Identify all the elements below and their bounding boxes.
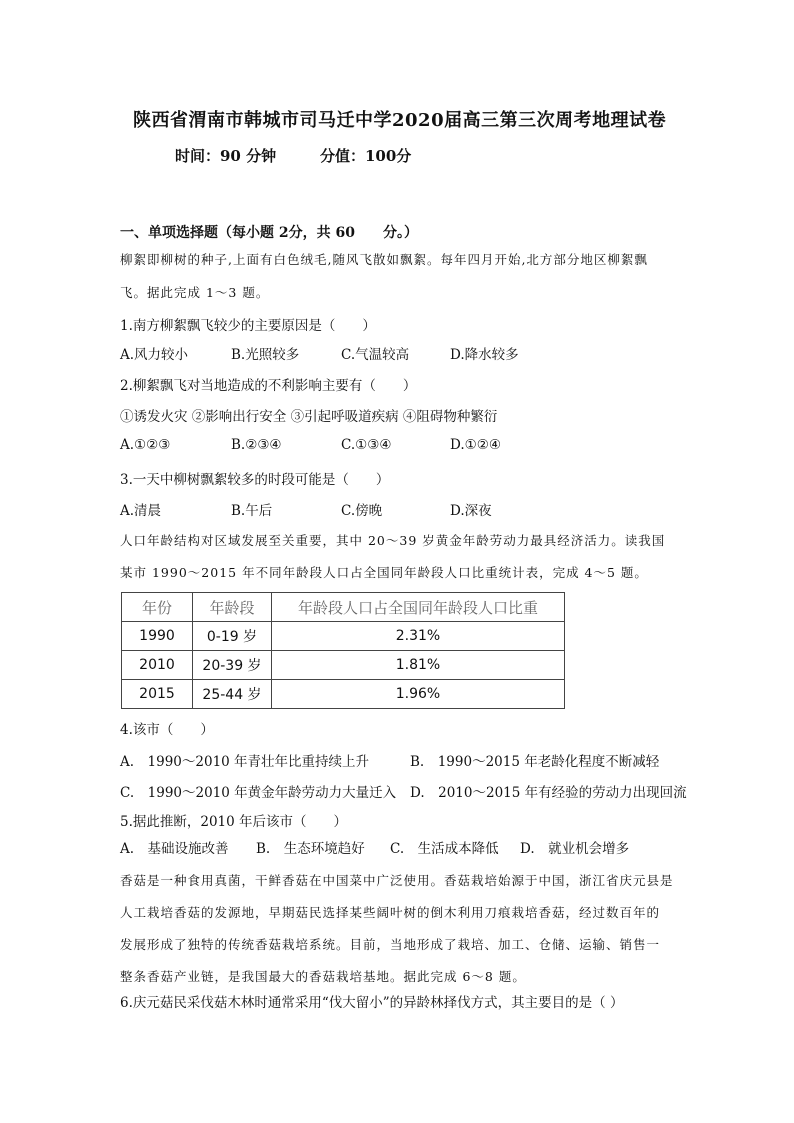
table-header-age-group: 年龄段: [193, 593, 272, 622]
table-row: [122, 680, 565, 709]
population-table: [121, 592, 565, 709]
table-cell-age-group: 25-44 岁: [193, 680, 272, 709]
table-row: [122, 622, 565, 651]
question-4-option-d[interactable]: D. 2010～2015 年有经验的劳动力出现回流: [410, 785, 687, 801]
exam-title: 陕西省渭南市韩城市司马迁中学2020届高三第三次周考地理试卷: [133, 110, 667, 131]
question-5-stem: 5.据此推断，2010 年后该市（ ）: [120, 814, 348, 830]
question-1-option-c[interactable]: C.气温较高: [341, 347, 410, 363]
table-cell-share: 1.96%: [272, 680, 565, 709]
table-cell-year: 2015: [122, 680, 193, 709]
question-3-option-d[interactable]: D.深夜: [450, 503, 492, 519]
passage-1-line-1: 柳絮即柳树的种子,上面有白色绒毛,随风飞散如飘絮。每年四月开始,北方部分地区柳絮飘: [120, 252, 648, 267]
passage-3-line-1: 香菇是一种食用真菌，干鲜香菇在中国菜中广泛使用。香菇栽培始源于中国，浙江省庆元县是: [120, 873, 674, 888]
table-cell-share: 2.31%: [272, 622, 565, 651]
passage-3-line-2: 人工栽培香菇的发源地，早期菇民选择某些阔叶树的倒木利用刀痕栽培香菇，经过数百年的: [120, 905, 661, 920]
question-2-option-c[interactable]: C.①③④: [341, 437, 392, 453]
question-6-stem: 6.庆元菇民采伐菇木林时通常采用“伐大留小”的异龄林择伐方式，其主要目的是（ ）: [120, 995, 624, 1011]
question-3-option-c[interactable]: C.傍晚: [341, 503, 383, 519]
question-2-option-b[interactable]: B.②③④: [231, 437, 282, 453]
table-cell-age-group: 0-19 岁: [193, 622, 272, 651]
passage-2-line-2: 某市 1990～2015 年不同年龄段人口占全国同年龄段人口比重统计表，完成 4～5 题。: [120, 565, 648, 580]
question-4-option-a[interactable]: A. 1990～2010 年青壮年比重持续上升: [120, 754, 370, 770]
question-1-option-d[interactable]: D.降水较多: [450, 347, 519, 363]
question-1-option-b[interactable]: B.光照较多: [231, 347, 300, 363]
table-cell-year: 2010: [122, 651, 193, 680]
question-3-option-b[interactable]: B.午后: [231, 503, 273, 519]
question-3-stem: 3.一天中柳树飘絮较多的时段可能是（ ）: [120, 472, 390, 488]
exam-score: 分值：100分: [320, 147, 412, 165]
question-5-option-a[interactable]: A. 基础设施改善: [120, 841, 229, 857]
table-cell-age-group: 20-39 岁: [193, 651, 272, 680]
passage-3-line-3: 发展形成了独特的传统香菇栽培系统。目前，当地形成了栽培、加工、仓储、运输、销售一: [120, 937, 661, 952]
question-1-option-a[interactable]: A.风力较小: [120, 347, 189, 363]
table-row: [122, 651, 565, 680]
question-4-option-c[interactable]: C. 1990～2010 年黄金年龄劳动力大量迁入: [120, 785, 397, 801]
question-4-option-b[interactable]: B. 1990～2015 年老龄化程度不断减轻: [410, 754, 660, 770]
question-1-stem: 1.南方柳絮飘飞较少的主要原因是（ ）: [120, 318, 376, 334]
question-5-option-d[interactable]: D. 就业机会增多: [520, 841, 630, 857]
question-2-items: ①诱发火灾 ②影响出行安全 ③引起呼吸道疾病 ④阻碍物种繁衍: [120, 409, 498, 425]
table-cell-share: 1.81%: [272, 651, 565, 680]
table-header-share: 年龄段人口占全国同年龄段人口比重: [272, 593, 565, 622]
question-2-option-d[interactable]: D.①②④: [450, 437, 501, 453]
question-5-option-b[interactable]: B. 生态环境趋好: [256, 841, 365, 857]
question-2-option-a[interactable]: A.①②③: [120, 437, 171, 453]
table-cell-year: 1990: [122, 622, 193, 651]
passage-2-line-1: 人口年龄结构对区域发展至关重要，其中 20～39 岁黄金年龄劳动力最具经济活力。读我国: [120, 533, 666, 548]
exam-time: 时间：90 分钟: [175, 147, 277, 165]
table-header-year: 年份: [122, 593, 193, 622]
question-5-option-c[interactable]: C. 生活成本降低: [390, 841, 499, 857]
question-4-stem: 4.该市（ ）: [120, 722, 214, 738]
question-3-option-a[interactable]: A.清晨: [120, 503, 162, 519]
section-heading: 一、单项选择题（每小题 2分，共 60 分。）: [120, 225, 418, 241]
passage-1-line-2: 飞。据此完成 1～3 题。: [120, 285, 270, 300]
question-2-stem: 2.柳絮飘飞对当地造成的不利影响主要有（ ）: [120, 378, 417, 394]
passage-3-line-4: 整条香菇产业链，是我国最大的香菇栽培基地。据此完成 6～8 题。: [120, 969, 526, 984]
table-header-row: [122, 593, 565, 622]
